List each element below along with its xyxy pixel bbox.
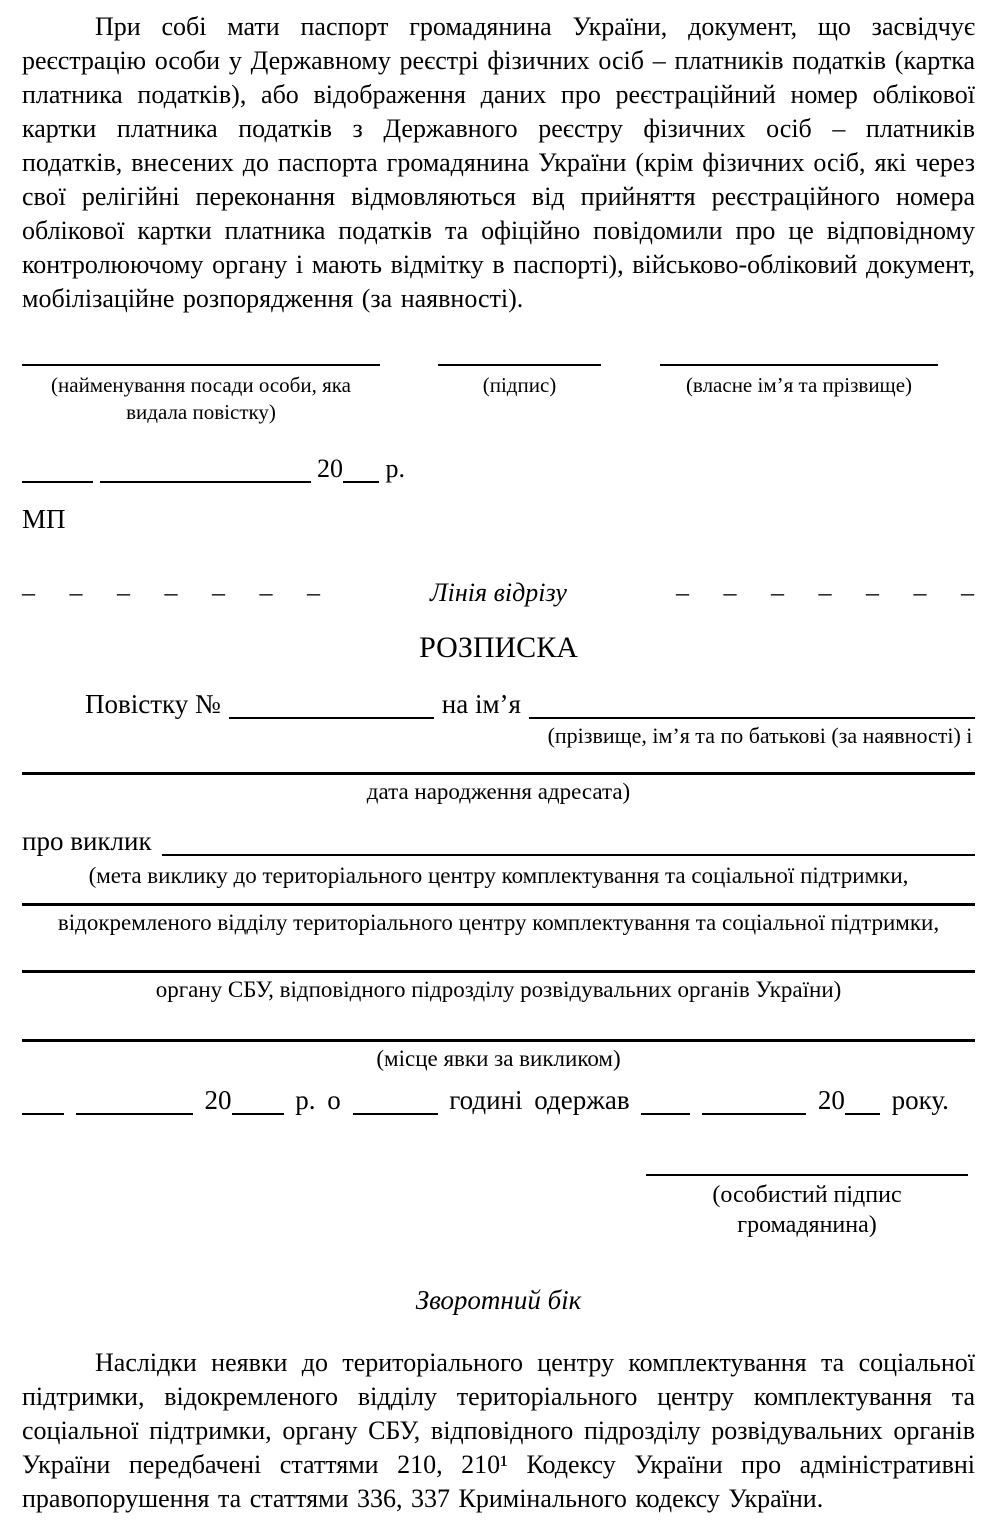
issue-year-suffix: р. — [385, 454, 405, 483]
summons-purpose-blank — [162, 854, 975, 856]
summons-purpose-prefix: про виклик — [22, 826, 152, 856]
cut-dashes-right: – – – – – – – — [676, 578, 975, 607]
cut-line — [22, 576, 975, 610]
citizen-signature-label: (особистий підпис громадянина) — [712, 1182, 902, 1238]
cut-dashes-left: – – – – – – – — [22, 578, 321, 607]
addressee-name-note-line1: (прізвище, ім’я та по батькові (за наявності) і — [547, 723, 973, 748]
issuer-position-column — [22, 364, 380, 426]
issuer-name-label: (власне ім’я та прізвище) — [685, 373, 913, 397]
cut-line-label: Лінія відрізу — [430, 578, 567, 607]
received-year-word: року. — [891, 1085, 949, 1115]
received2-day-blank — [641, 1113, 690, 1115]
issuer-position-label-line2: видала повістку) — [126, 400, 276, 424]
issue-date-line — [22, 452, 975, 486]
summons-number-prefix: Повістку № — [85, 689, 221, 719]
appearance-place-note: (місце явки за викликом) — [376, 1046, 621, 1071]
issue-month-blank — [100, 481, 311, 483]
issuer-name-blank-line — [660, 364, 938, 366]
issue-year-prefix: 20 — [317, 454, 343, 483]
addressee-name-note-line2: дата народження адресата) — [366, 779, 631, 804]
received2-month-blank — [702, 1113, 806, 1115]
summons-number-blank — [229, 717, 434, 719]
received-date-line — [22, 1082, 975, 1118]
issuer-signature-column — [438, 364, 601, 426]
issuer-position-label-line1: (найменування посади особи, яка — [51, 373, 351, 397]
issuer-name-column — [660, 364, 938, 426]
intro-paragraph: При собі мати паспорт громадянина України, документ, що засвідчує реєстрацію особи у Державному реєстрі фізичних осіб – платників податків (картка платника податків), або відображення даних про реєстраційний номер облікової картки платника податків з Державного реєстру фізичних осіб – платників податків, внесених до паспорта громадянина України (крім фізичних осіб, які через свої релігійні переконання відмовляються від прийняття реєстраційного номера облікової картки платника податків та офіційно повідомили про це відповідному контролюючому органу і мають відмітку в паспорті), військово-обліковий документ, мобілізаційне розпорядження (за наявності). — [22, 12, 975, 313]
received-hour-blank — [353, 1113, 438, 1115]
addressee-name-prefix: на ім’я — [441, 689, 521, 719]
citizen-signature-block — [646, 1174, 968, 1240]
purpose-note-line2: відокремленого відділу територіального центру комплектування та соціальної підтримки, — [57, 910, 940, 935]
issuer-position-blank-line — [22, 364, 380, 366]
appearance-place-line — [22, 1039, 975, 1042]
summons-purpose-row — [22, 823, 975, 859]
purpose-note-line3: органу СБУ, відповідного підрозділу розвідувальних органів України) — [155, 977, 842, 1002]
purpose-continuation-line-1 — [22, 903, 975, 906]
received-year2-prefix: 20 — [817, 1085, 845, 1115]
issuer-signature-blank-line — [438, 364, 601, 366]
received-year1-prefix: 20 — [204, 1085, 232, 1115]
received-r-o-text: р. о — [295, 1085, 341, 1115]
reverse-side-title: Зворотний бік — [415, 1285, 582, 1315]
received-hour-text: годині одержав — [449, 1085, 630, 1115]
issuer-signature-label: (підпис) — [482, 373, 557, 397]
seal-mark: МП — [22, 504, 66, 534]
purpose-note-line1: (мета виклику до територіального центру комплектування та соціальної підтримки, — [88, 863, 909, 888]
received-month-blank — [76, 1113, 193, 1115]
addressee-name-blank — [529, 717, 975, 719]
summons-number-row — [22, 686, 975, 722]
consequences-paragraph: Наслідки неявки до територіального центру комплектування та соціальної підтримки, відокремленого відділу територіального центру комплектування та соціальної підтримки, органу СБУ, відповідного підрозділу розвідувальних органів України передбачені статтями 210, 210¹ Кодексу України про адміністративні правопорушення та статтями 336, 337 Кримінального кодексу України. — [22, 1348, 975, 1513]
citizen-signature-blank-line — [646, 1174, 968, 1176]
addressee-name-continuation-line — [22, 772, 975, 775]
received-day-blank — [22, 1113, 64, 1115]
received-year2-blank — [845, 1113, 880, 1115]
issuer-signature-block — [22, 364, 975, 426]
purpose-continuation-line-2 — [22, 970, 975, 973]
received-year1-blank — [232, 1113, 284, 1115]
issue-day-blank — [22, 481, 93, 483]
receipt-title: РОЗПИСКА — [419, 631, 578, 664]
issue-year-blank — [343, 481, 379, 483]
